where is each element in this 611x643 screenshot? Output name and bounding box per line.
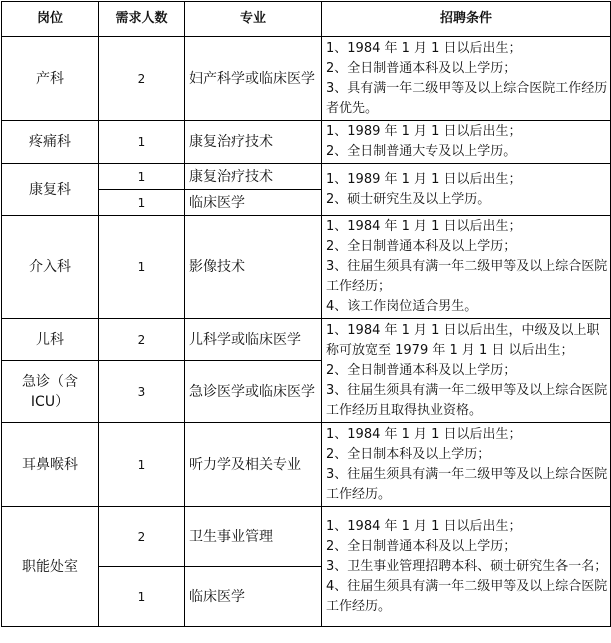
major-cell: 卫生事业管理 <box>185 507 322 567</box>
table-row <box>2 37 611 121</box>
count-cell: 1 <box>99 216 185 319</box>
count-cell: 2 <box>99 507 185 567</box>
requirement-line: 1、1989 年 1 月 1 日以后出生； <box>326 171 522 187</box>
major-cell: 临床医学 <box>185 190 322 216</box>
recruitment-table <box>1 1 611 627</box>
requirements-cell <box>322 37 611 121</box>
requirement-line: 2、硕士研究生及以上学历。 <box>326 191 491 207</box>
requirements-cell <box>322 216 611 319</box>
requirement-line: 1、1984 年 1 月 1 日以后出生； <box>326 40 522 56</box>
major-cell: 儿科学或临床医学 <box>185 319 322 361</box>
requirement-line: 1、1984 年 1 月 1 日以后出生； <box>326 518 522 534</box>
major-cell: 听力学及相关专业 <box>185 423 322 507</box>
position-cell: 产科 <box>2 37 99 121</box>
requirement-line: 2、全日制普通本科及以上学历； <box>326 362 517 378</box>
table-row <box>2 164 611 190</box>
header-major: 专业 <box>185 2 322 37</box>
table-row <box>2 121 611 164</box>
requirement-line: 2、全日制普通本科及以上学历； <box>326 60 517 76</box>
major-cell: 影像技术 <box>185 216 322 319</box>
major-cell: 康复治疗技术 <box>185 164 322 190</box>
major-cell: 临床医学 <box>185 567 322 627</box>
count-cell: 3 <box>99 361 185 423</box>
position-cell: 疼痛科 <box>2 121 99 164</box>
header-count: 需求人数 <box>99 2 185 37</box>
requirements-cell <box>322 319 611 423</box>
requirement-line: 1、1984 年 1 月 1 日以后出生； <box>326 426 522 442</box>
requirement-line: 3、具有满一年二级甲等及以上综合医院工作经历者优先。 <box>326 80 608 116</box>
count-cell: 1 <box>99 567 185 627</box>
requirements-cell <box>322 507 611 627</box>
requirement-line: 3、往届生须具有满一年二级甲等及以上综合医院工作经历； <box>326 259 608 294</box>
requirement-line: 2、全日制普通大专及以上学历。 <box>326 144 517 159</box>
table-row <box>2 216 611 319</box>
position-cell: 介入科 <box>2 216 99 319</box>
requirement-line: 3、卫生事业管理招聘本科、硕士研究生各一名； <box>326 558 608 574</box>
table-row <box>2 423 611 507</box>
requirement-line: 1、1989 年 1 月 1 日以后出生； <box>326 124 522 139</box>
requirements-cell <box>322 164 611 216</box>
requirement-line: 1、1984 年 1 月 1 日以后出生，中级及以上职称可放宽至 1979 年 1 月 1 日 以后出生； <box>326 322 600 358</box>
requirements-cell <box>322 121 611 164</box>
requirement-line: 2、全日制本科及以上学历； <box>326 446 491 462</box>
header-position: 岗位 <box>2 2 99 37</box>
table-row <box>2 319 611 361</box>
position-cell: 急诊（含 ICU） <box>2 361 99 423</box>
header-requirements: 招聘条件 <box>322 2 611 37</box>
count-cell: 2 <box>99 37 185 121</box>
requirement-line: 2、全日制普通本科及以上学历； <box>326 538 517 554</box>
count-cell: 1 <box>99 190 185 216</box>
requirement-line: 2、全日制普通本科及以上学历； <box>326 239 517 254</box>
requirement-line: 1、1984 年 1 月 1 日以后出生； <box>326 219 522 234</box>
requirement-line: 4、往届生须具有满一年二级甲等及以上综合医院工作经历。 <box>326 578 608 614</box>
count-cell: 1 <box>99 121 185 164</box>
position-cell: 儿科 <box>2 319 99 361</box>
major-cell: 急诊医学或临床医学 <box>185 361 322 423</box>
requirement-line: 4、该工作岗位适合男生。 <box>326 299 478 314</box>
requirement-line: 3、往届生须具有满一年二级甲等及以上综合医院工作经历且取得执业资格。 <box>326 382 608 418</box>
header-row <box>2 2 611 37</box>
count-cell: 1 <box>99 423 185 507</box>
position-cell: 职能处室 <box>2 507 99 627</box>
position-cell: 耳鼻喉科 <box>2 423 99 507</box>
count-cell: 2 <box>99 319 185 361</box>
major-cell: 妇产科学或临床医学 <box>185 37 322 121</box>
requirements-cell <box>322 423 611 507</box>
position-cell: 康复科 <box>2 164 99 216</box>
table-row <box>2 507 611 567</box>
requirement-line: 3、往届生须具有满一年二级甲等及以上综合医院工作经历。 <box>326 466 608 502</box>
count-cell: 1 <box>99 164 185 190</box>
major-cell: 康复治疗技术 <box>185 121 322 164</box>
